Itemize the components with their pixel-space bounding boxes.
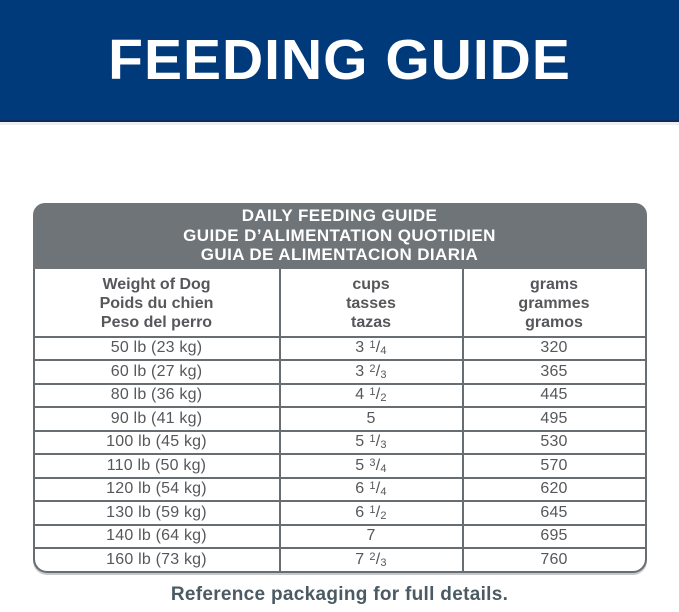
table-row (35, 547, 645, 571)
table-row (35, 383, 645, 407)
grams-cell: 365 (462, 361, 645, 383)
cups-column-header (279, 269, 462, 336)
weight-cell: 160 lb (73 kg) (106, 550, 207, 568)
grams-cell: 445 (462, 385, 645, 407)
grams-header-es: gramos (525, 313, 583, 331)
cups-fraction: $^1/_4$ (369, 339, 387, 358)
table-row (35, 430, 645, 454)
weight-header-fr: Poids du chien (99, 294, 214, 312)
cups-cell: 7 $^2/_3$ (279, 549, 462, 571)
cups-header-fr: tasses (346, 294, 396, 312)
grams-header-en: grams (529, 275, 579, 293)
feeding-guide-banner (0, 0, 679, 122)
grams-cell: 695 (462, 526, 645, 548)
feeding-table-body (35, 336, 645, 571)
cups-cell: 5 (279, 408, 462, 430)
weight-cell: 110 lb (50 kg) (106, 456, 207, 474)
table-header-row (35, 269, 645, 336)
cups-fraction: $^2/_3$ (369, 362, 387, 381)
grams-cell: 570 (462, 455, 645, 477)
cups-cell: 4 $^1/_2$ (279, 385, 462, 407)
grams-cell: 530 (462, 432, 645, 454)
weight-cell: 120 lb (54 kg) (106, 480, 207, 498)
cups-fraction: $^1/_3$ (369, 433, 387, 452)
cups-header-es: tazas (350, 313, 392, 331)
cups-fraction: $^2/_3$ (369, 550, 387, 569)
table-row (35, 336, 645, 360)
cups-cell: 6 $^1/_4$ (279, 479, 462, 501)
cups-cell: 5 $^1/_3$ (279, 432, 462, 454)
table-row (35, 406, 645, 430)
banner-divider (0, 122, 679, 125)
grams-cell: 760 (462, 549, 645, 571)
guide-title-es: GUIA DE ALIMENTACION DIARIA (200, 245, 479, 264)
weight-cell: 100 lb (45 kg) (106, 433, 207, 451)
weight-header-es: Peso del perro (100, 313, 213, 331)
grams-cell: 495 (462, 408, 645, 430)
cups-header-en: cups (352, 275, 390, 293)
grams-cell: 320 (462, 338, 645, 360)
banner-title: FEEDING GUIDE (108, 28, 571, 92)
table-row (35, 453, 645, 477)
grams-cell: 645 (462, 502, 645, 524)
cups-cell: 6 $^1/_2$ (279, 502, 462, 524)
cups-fraction: $^1/_4$ (369, 480, 387, 499)
weight-cell: 140 lb (64 kg) (106, 527, 207, 545)
table-row (35, 359, 645, 383)
table-row (35, 524, 645, 548)
footer-note: Reference packaging for full details. (170, 583, 509, 605)
weight-cell: 50 lb (23 kg) (110, 339, 203, 357)
grams-cell: 620 (462, 479, 645, 501)
cups-fraction: $^1/_2$ (369, 503, 387, 522)
grams-header-fr: grammes (518, 294, 590, 312)
cups-cell: 3 $^2/_3$ (279, 361, 462, 383)
cups-cell: 5 $^3/_4$ (279, 455, 462, 477)
weight-cell: 60 lb (27 kg) (110, 362, 203, 380)
cups-cell: 7 (279, 526, 462, 548)
weight-cell: 80 lb (36 kg) (110, 386, 203, 404)
weight-cell: 90 lb (41 kg) (110, 409, 203, 427)
guide-title-en: DAILY FEEDING GUIDE (241, 206, 438, 225)
cups-cell: 3 $^1/_4$ (279, 338, 462, 360)
cups-fraction: $^1/_2$ (369, 386, 387, 405)
guide-title-block (33, 203, 647, 269)
feeding-table (33, 269, 647, 573)
table-row (35, 477, 645, 501)
weight-cell: 130 lb (59 kg) (106, 503, 207, 521)
guide-title-fr: GUIDE D’ALIMENTATION QUOTIDIEN (183, 225, 496, 245)
cups-fraction: $^3/_4$ (369, 456, 387, 475)
table-row (35, 500, 645, 524)
grams-column-header (462, 269, 645, 336)
weight-column-header (35, 269, 279, 336)
weight-header-en: Weight of Dog (102, 275, 211, 293)
daily-feeding-guide (33, 203, 647, 573)
